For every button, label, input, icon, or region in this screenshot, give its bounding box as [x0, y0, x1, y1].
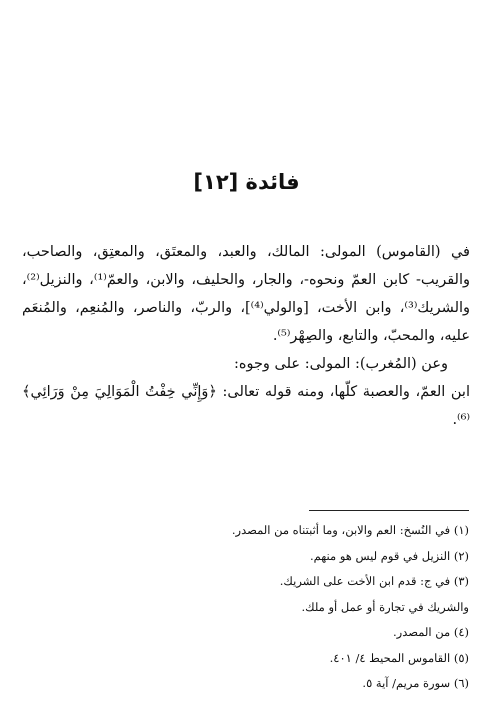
footnote-1: (١) في النُسخ: العم والابن، وما أثبتناه من المصدر. — [231, 523, 469, 537]
paragraph-quran-citation: ابن العمّ، والعصبة كلّها، ومنه قوله تعالى: ﴿وَإِنِّي خِفْتُ الْمَوَالِيَ مِنْ وَرَائِي﴾⁽⁶⁾. — [22, 384, 470, 428]
main-text — [22, 238, 470, 434]
page-heading: فائدة [١٢] — [193, 170, 300, 194]
footnote-3: (٣) في ج: قدم ابن الأخت على الشريك. — [279, 574, 469, 588]
footnote-5: (٥) القاموس المحيط ٤/ ٤٠١. — [329, 650, 469, 665]
footnote-4: (٤) من المصدر. — [393, 625, 469, 639]
footnote-separator — [309, 510, 469, 511]
paragraph-qamus: في (القاموس) المولى: المالك، والعبد، والمعتَق، والمعتِق، والصاحب، والقريب- كابن العمّ ونحوه-، والجار، والحليف، والابن، والعمّ⁽¹⁾، والنزيل⁽²⁾، والشريك⁽³⁾، وابن الأخت، [والولي⁽⁴⁾]، والربّ، والناصر، والمُنعِم، والمُنعَم عليه، والمحبّ، والتابع، والصِهْر⁽⁵⁾. — [22, 244, 471, 344]
footnotes — [29, 518, 469, 697]
paragraph-mughrib: وعن (المُغرب): المولى: على وجوه: — [234, 356, 448, 372]
footnote-3-continued: والشريك في تجارة أو عمل أو ملك. — [301, 599, 469, 614]
footnote-6: (٦) سورة مريم/ آية ٥. — [362, 676, 469, 690]
footnote-2: (٢) النزيل في قوم ليس هو منهم. — [309, 548, 469, 563]
